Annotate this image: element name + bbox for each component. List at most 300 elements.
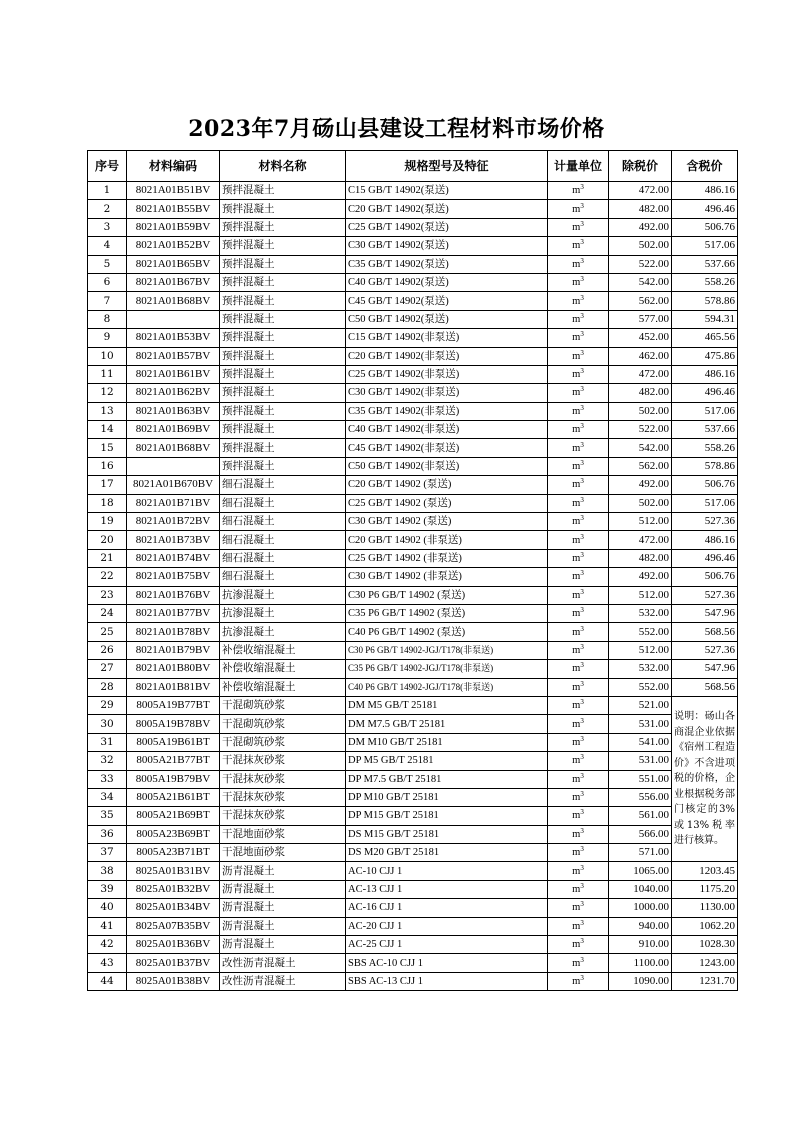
taxed-price: 1028.30 (672, 936, 738, 954)
unit-base: m (572, 736, 581, 748)
material-code: 8021A01B63BV (127, 402, 220, 420)
spec-cell: C35 GB/T 14902(非泵送) (346, 402, 548, 420)
taxed-price: 1062.20 (672, 917, 738, 935)
spec-cell: DS M20 GB/T 25181 (346, 844, 548, 862)
material-code: 8005A19B77BT (127, 696, 220, 714)
pretax-price: 577.00 (609, 310, 672, 328)
material-code: 8005A19B79BV (127, 770, 220, 788)
taxed-price: 465.56 (672, 329, 738, 347)
spec-cell: DM M10 GB/T 25181 (346, 733, 548, 751)
material-name: 补偿收缩混凝土 (220, 660, 346, 678)
unit-cell (548, 623, 609, 641)
pretax-price: 541.00 (609, 733, 672, 751)
material-name: 预拌混凝土 (220, 421, 346, 439)
pretax-price: 512.00 (609, 513, 672, 531)
material-name: 细石混凝土 (220, 476, 346, 494)
material-code: 8005A23B69BT (127, 825, 220, 843)
unit-exponent: 3 (580, 679, 584, 688)
taxed-price: 506.76 (672, 218, 738, 236)
material-code: 8021A01B68BV (127, 292, 220, 310)
taxed-price: 568.56 (672, 678, 738, 696)
spec-cell: C25 GB/T 14902(非泵送) (346, 365, 548, 383)
taxed-price: 486.16 (672, 531, 738, 549)
taxed-price: 496.46 (672, 549, 738, 567)
material-code: 8021A01B68BV (127, 439, 220, 457)
table-row (88, 347, 738, 365)
spec-cell: DP M5 GB/T 25181 (346, 752, 548, 770)
taxed-price: 568.56 (672, 623, 738, 641)
taxed-price: 506.76 (672, 568, 738, 586)
table-body (88, 182, 738, 991)
unit-exponent: 3 (580, 753, 584, 762)
unit-exponent: 3 (580, 201, 584, 210)
unit-base: m (572, 589, 581, 601)
unit-base: m (572, 626, 581, 638)
unit-cell (548, 457, 609, 475)
unit-exponent: 3 (580, 532, 584, 541)
unit-base: m (572, 424, 581, 436)
material-name: 改性沥青混凝土 (220, 954, 346, 972)
material-name: 补偿收缩混凝土 (220, 641, 346, 659)
spec-cell: SBS AC-10 CJJ 1 (346, 954, 548, 972)
unit-exponent: 3 (580, 918, 584, 927)
table-row (88, 972, 738, 990)
pretax-price: 512.00 (609, 641, 672, 659)
material-name: 预拌混凝土 (220, 182, 346, 200)
unit-cell (548, 237, 609, 255)
unit-cell (548, 770, 609, 788)
row-number: 20 (88, 531, 127, 549)
spec-cell: C30 GB/T 14902 (泵送) (346, 513, 548, 531)
unit-cell (548, 844, 609, 862)
pretax-price: 472.00 (609, 365, 672, 383)
table-row (88, 568, 738, 586)
unit-cell (548, 641, 609, 659)
row-number: 5 (88, 255, 127, 273)
unit-base: m (572, 865, 581, 877)
material-name: 预拌混凝土 (220, 273, 346, 291)
table-row (88, 292, 738, 310)
taxed-price: 1203.45 (672, 862, 738, 880)
spec-cell: C25 GB/T 14902 (非泵送) (346, 549, 548, 567)
unit-cell (548, 200, 609, 218)
spec-cell: C20 GB/T 14902 (泵送) (346, 476, 548, 494)
material-code: 8021A01B55BV (127, 200, 220, 218)
taxed-price: 578.86 (672, 457, 738, 475)
spec-cell: C35 P6 GB/T 14902-JGJ/T178(非泵送) (346, 660, 548, 678)
pretax-price: 552.00 (609, 678, 672, 696)
taxed-price: 1175.20 (672, 880, 738, 898)
unit-base: m (572, 755, 581, 767)
unit-exponent: 3 (580, 551, 584, 559)
row-number: 18 (88, 494, 127, 512)
row-number: 28 (88, 678, 127, 696)
unit-base: m (572, 313, 581, 325)
unit-exponent: 3 (580, 311, 584, 320)
table-row (88, 549, 738, 567)
material-code: 8025A01B32BV (127, 880, 220, 898)
material-name: 预拌混凝土 (220, 310, 346, 328)
spec-cell: AC-10 CJJ 1 (346, 862, 548, 880)
unit-cell (548, 899, 609, 917)
header-taxed: 含税价 (672, 151, 738, 182)
unit-cell (548, 917, 609, 935)
unit-cell (548, 402, 609, 420)
unit-exponent: 3 (580, 385, 584, 394)
unit-exponent: 3 (580, 440, 584, 449)
material-name: 预拌混凝土 (220, 255, 346, 273)
table-row (88, 954, 738, 972)
table-row (88, 586, 738, 604)
table-row (88, 825, 738, 843)
unit-base: m (572, 828, 581, 840)
spec-cell: AC-13 CJJ 1 (346, 880, 548, 898)
unit-exponent: 3 (580, 716, 584, 725)
row-number: 27 (88, 660, 127, 678)
unit-exponent: 3 (580, 348, 584, 357)
spec-cell: DM M7.5 GB/T 25181 (346, 715, 548, 733)
unit-exponent: 3 (580, 183, 584, 192)
unit-base: m (572, 810, 581, 822)
material-code: 8021A01B71BV (127, 494, 220, 512)
unit-cell (548, 660, 609, 678)
material-name: 预拌混凝土 (220, 402, 346, 420)
unit-base: m (572, 553, 581, 564)
unit-cell (548, 825, 609, 843)
unit-cell (548, 678, 609, 696)
pretax-price: 551.00 (609, 770, 672, 788)
taxed-price: 527.36 (672, 586, 738, 604)
unit-base: m (572, 957, 581, 969)
material-name: 干混抹灰砂浆 (220, 752, 346, 770)
spec-cell: C30 P6 GB/T 14902 (泵送) (346, 586, 548, 604)
taxed-price: 506.76 (672, 476, 738, 494)
unit-cell (548, 880, 609, 898)
material-code: 8021A01B79BV (127, 641, 220, 659)
row-number: 23 (88, 586, 127, 604)
unit-base: m (572, 792, 581, 804)
material-name: 细石混凝土 (220, 513, 346, 531)
pretax-price: 452.00 (609, 329, 672, 347)
material-code: 8021A01B77BV (127, 604, 220, 622)
taxed-price: 1130.00 (672, 899, 738, 917)
unit-exponent: 3 (580, 624, 584, 633)
row-number: 37 (88, 844, 127, 862)
unit-cell (548, 494, 609, 512)
row-number: 38 (88, 862, 127, 880)
pretax-price: 512.00 (609, 586, 672, 604)
row-number: 9 (88, 329, 127, 347)
table-row (88, 899, 738, 917)
table-row (88, 623, 738, 641)
unit-exponent: 3 (580, 569, 584, 578)
row-number: 39 (88, 880, 127, 898)
pretax-price: 492.00 (609, 218, 672, 236)
unit-base: m (572, 405, 581, 417)
table-row (88, 733, 738, 751)
material-code: 8021A01B59BV (127, 218, 220, 236)
unit-base: m (572, 700, 581, 712)
material-name: 预拌混凝土 (220, 457, 346, 475)
row-number: 12 (88, 384, 127, 402)
unit-base: m (572, 369, 581, 381)
pretax-price: 1000.00 (609, 899, 672, 917)
pretax-price: 502.00 (609, 494, 672, 512)
table-row (88, 218, 738, 236)
material-code: 8021A01B73BV (127, 531, 220, 549)
material-name: 改性沥青混凝土 (220, 972, 346, 990)
pretax-price: 482.00 (609, 384, 672, 402)
spec-cell: C35 GB/T 14902(泵送) (346, 255, 548, 273)
unit-cell (548, 568, 609, 586)
row-number: 33 (88, 770, 127, 788)
material-name: 干混砌筑砂浆 (220, 696, 346, 714)
table-row (88, 641, 738, 659)
pretax-price: 562.00 (609, 457, 672, 475)
row-number: 6 (88, 273, 127, 291)
pretax-price: 1040.00 (609, 880, 672, 898)
pretax-price: 556.00 (609, 788, 672, 806)
material-code: 8021A01B61BV (127, 365, 220, 383)
material-code: 8021A01B51BV (127, 182, 220, 200)
material-code: 8005A21B69BT (127, 807, 220, 825)
material-name: 预拌混凝土 (220, 439, 346, 457)
material-name: 预拌混凝土 (220, 200, 346, 218)
table-row (88, 476, 738, 494)
row-number: 14 (88, 421, 127, 439)
unit-exponent: 3 (580, 495, 584, 504)
material-name: 干混砌筑砂浆 (220, 715, 346, 733)
unit-cell (548, 549, 609, 567)
unit-exponent: 3 (580, 661, 584, 670)
material-code: 8005A21B61BT (127, 788, 220, 806)
spec-cell: C50 GB/T 14902(非泵送) (346, 457, 548, 475)
unit-cell (548, 936, 609, 954)
spec-cell: C45 GB/T 14902(非泵送) (346, 439, 548, 457)
pretax-price: 1090.00 (609, 972, 672, 990)
header-row (88, 151, 738, 182)
unit-cell (548, 421, 609, 439)
row-number: 19 (88, 513, 127, 531)
unit-cell (548, 310, 609, 328)
unit-exponent: 3 (580, 238, 584, 247)
unit-base: m (572, 975, 581, 987)
pretax-price: 532.00 (609, 660, 672, 678)
unit-cell (548, 862, 609, 880)
table-row (88, 715, 738, 733)
spec-cell: C45 GB/T 14902(泵送) (346, 292, 548, 310)
pretax-price: 940.00 (609, 917, 672, 935)
table-row (88, 752, 738, 770)
material-name: 沥青混凝土 (220, 917, 346, 935)
unit-base: m (572, 608, 581, 620)
pretax-price: 462.00 (609, 347, 672, 365)
spec-cell: SBS AC-13 CJJ 1 (346, 972, 548, 990)
unit-exponent: 3 (580, 293, 584, 302)
material-code: 8025A01B36BV (127, 936, 220, 954)
pretax-price: 542.00 (609, 273, 672, 291)
unit-base: m (572, 240, 581, 252)
row-number: 35 (88, 807, 127, 825)
unit-exponent: 3 (580, 790, 584, 799)
row-number: 7 (88, 292, 127, 310)
pretax-price: 472.00 (609, 531, 672, 549)
taxed-price: 578.86 (672, 292, 738, 310)
table-row (88, 862, 738, 880)
row-number: 29 (88, 696, 127, 714)
unit-base: m (572, 663, 581, 675)
material-name: 沥青混凝土 (220, 936, 346, 954)
unit-cell (548, 696, 609, 714)
unit-exponent: 3 (580, 275, 584, 284)
unit-cell (548, 329, 609, 347)
row-number: 1 (88, 182, 127, 200)
row-number: 36 (88, 825, 127, 843)
unit-cell (548, 513, 609, 531)
unit-base: m (572, 920, 581, 932)
pretax-price: 492.00 (609, 476, 672, 494)
row-number: 42 (88, 936, 127, 954)
row-number: 11 (88, 365, 127, 383)
unit-base: m (572, 295, 581, 307)
material-name: 干混抹灰砂浆 (220, 788, 346, 806)
unit-cell (548, 531, 609, 549)
unit-base: m (572, 258, 581, 270)
row-number: 16 (88, 457, 127, 475)
unit-exponent: 3 (580, 459, 584, 468)
row-number: 13 (88, 402, 127, 420)
unit-exponent: 3 (580, 422, 584, 431)
table-row (88, 807, 738, 825)
unit-exponent: 3 (580, 219, 584, 228)
material-name: 细石混凝土 (220, 568, 346, 586)
material-name: 干混抹灰砂浆 (220, 770, 346, 788)
row-number: 32 (88, 752, 127, 770)
material-code: 8021A01B80BV (127, 660, 220, 678)
material-code: 8021A01B62BV (127, 384, 220, 402)
taxed-price: 537.66 (672, 255, 738, 273)
unit-cell (548, 807, 609, 825)
pretax-price: 566.00 (609, 825, 672, 843)
material-name: 抗渗混凝土 (220, 586, 346, 604)
material-name: 预拌混凝土 (220, 218, 346, 236)
table-row (88, 513, 738, 531)
pretax-price: 910.00 (609, 936, 672, 954)
price-table (87, 150, 738, 991)
unit-cell (548, 586, 609, 604)
material-name: 细石混凝土 (220, 549, 346, 567)
spec-cell: C40 P6 GB/T 14902 (泵送) (346, 623, 548, 641)
material-code: 8021A01B53BV (127, 329, 220, 347)
unit-cell (548, 604, 609, 622)
pretax-price: 532.00 (609, 604, 672, 622)
unit-exponent: 3 (580, 845, 584, 854)
taxed-price: 537.66 (672, 421, 738, 439)
unit-cell (548, 255, 609, 273)
taxed-price: 527.36 (672, 641, 738, 659)
material-code: 8021A01B670BV (127, 476, 220, 494)
table-row (88, 936, 738, 954)
spec-cell: C50 GB/T 14902(泵送) (346, 310, 548, 328)
spec-cell: C30 GB/T 14902 (非泵送) (346, 568, 548, 586)
unit-base: m (572, 332, 581, 344)
unit-cell (548, 384, 609, 402)
unit-exponent: 3 (580, 771, 584, 780)
unit-exponent: 3 (580, 900, 584, 909)
table-row (88, 182, 738, 200)
unit-exponent: 3 (580, 587, 584, 596)
taxed-price: 558.26 (672, 273, 738, 291)
row-number: 8 (88, 310, 127, 328)
unit-base: m (572, 203, 581, 215)
unit-base: m (572, 461, 581, 473)
material-name: 干混砌筑砂浆 (220, 733, 346, 751)
taxed-price: 547.96 (672, 660, 738, 678)
spec-cell: DP M7.5 GB/T 25181 (346, 770, 548, 788)
unit-base: m (572, 773, 581, 785)
pretax-price: 1065.00 (609, 862, 672, 880)
material-code: 8025A01B31BV (127, 862, 220, 880)
table-row (88, 237, 738, 255)
spec-cell: C20 GB/T 14902 (非泵送) (346, 531, 548, 549)
row-number: 26 (88, 641, 127, 659)
unit-base: m (572, 902, 581, 914)
table-row (88, 329, 738, 347)
spec-cell: C40 GB/T 14902(非泵送) (346, 421, 548, 439)
pretax-price: 492.00 (609, 568, 672, 586)
material-code: 8005A23B71BT (127, 844, 220, 862)
row-number: 3 (88, 218, 127, 236)
material-code (127, 457, 220, 475)
header-spec: 规格型号及特征 (346, 151, 548, 182)
material-code: 8005A19B78BV (127, 715, 220, 733)
taxed-price: 547.96 (672, 604, 738, 622)
material-code: 8025A01B37BV (127, 954, 220, 972)
unit-exponent: 3 (580, 514, 584, 523)
row-number: 21 (88, 549, 127, 567)
table-row (88, 421, 738, 439)
spec-cell: C25 GB/T 14902(泵送) (346, 218, 548, 236)
unit-base: m (572, 571, 581, 583)
pretax-price: 571.00 (609, 844, 672, 862)
unit-cell (548, 752, 609, 770)
spec-cell: C15 GB/T 14902(非泵送) (346, 329, 548, 347)
unit-cell (548, 292, 609, 310)
taxed-price: 1243.00 (672, 954, 738, 972)
table-row (88, 660, 738, 678)
table-row (88, 384, 738, 402)
spec-cell: C40 P6 GB/T 14902-JGJ/T178(非泵送) (346, 678, 548, 696)
taxed-price: 594.31 (672, 310, 738, 328)
material-code: 8021A01B67BV (127, 273, 220, 291)
pretax-price: 561.00 (609, 807, 672, 825)
unit-base: m (572, 718, 581, 730)
spec-cell: AC-16 CJJ 1 (346, 899, 548, 917)
spec-cell: C30 P6 GB/T 14902-JGJ/T178(非泵送) (346, 641, 548, 659)
header-pretax: 除税价 (609, 151, 672, 182)
pretax-price: 502.00 (609, 402, 672, 420)
unit-base: m (572, 644, 581, 656)
unit-exponent: 3 (580, 734, 584, 743)
unit-exponent: 3 (580, 973, 584, 982)
material-code: 8021A01B65BV (127, 255, 220, 273)
row-number: 15 (88, 439, 127, 457)
unit-cell (548, 715, 609, 733)
material-code: 8025A01B38BV (127, 972, 220, 990)
spec-cell: AC-20 CJJ 1 (346, 917, 548, 935)
pretax-price: 521.00 (609, 696, 672, 714)
row-number: 43 (88, 954, 127, 972)
